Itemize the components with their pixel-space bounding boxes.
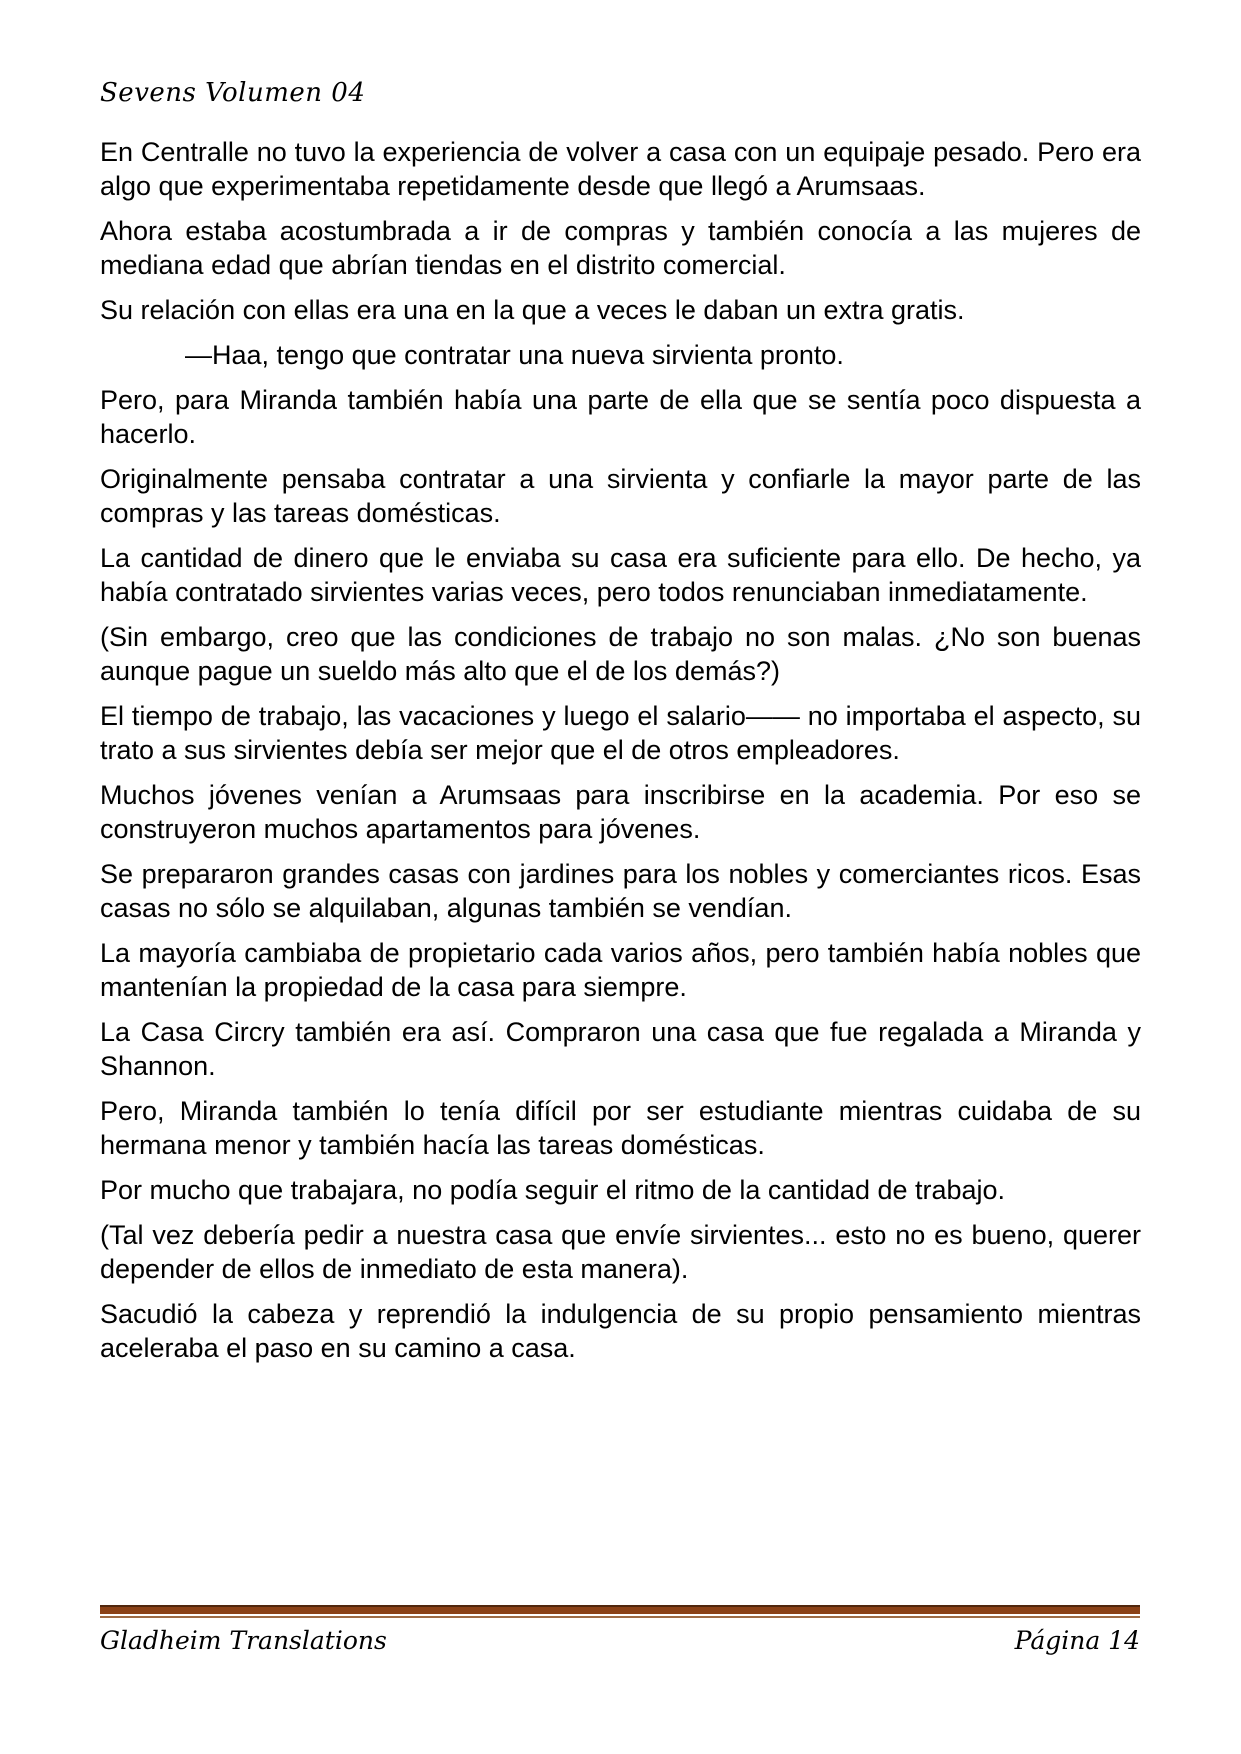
footer-translator: Gladheim Translations (100, 1626, 387, 1655)
paragraph: Sacudió la cabeza y reprendió la indulgencia de su propio pensamiento mientras aceleraba el paso en su camino a casa. (100, 1299, 1141, 1363)
paragraph: Muchos jóvenes venían a Arumsaas para inscribirse en la academia. Por eso se construyeron muchos apartamentos para jóvenes. (100, 780, 1141, 844)
paragraph: (Tal vez debería pedir a nuestra casa que envíe sirvientes... esto no es bueno, querer depender de ellos de inmediato de esta manera). (100, 1220, 1141, 1284)
paragraph: Pero, para Miranda también había una parte de ella que se sentía poco dispuesta a hacerlo. (100, 385, 1141, 449)
page-footer (100, 1605, 1140, 1657)
footer-rule-thick (100, 1605, 1140, 1614)
footer-rule (100, 1605, 1140, 1618)
paragraph: La Casa Circry también era así. Compraron una casa que fue regalada a Miranda y Shannon. (100, 1017, 1141, 1081)
paragraph: (Sin embargo, creo que las condiciones de trabajo no son malas. ¿No son buenas aunque pague un sueldo más alto que el de los demás?) (100, 622, 1141, 686)
paragraph: Se prepararon grandes casas con jardines para los nobles y comerciantes ricos. Esas casas no sólo se alquilaban, algunas también se vendían. (100, 859, 1141, 923)
paragraph: El tiempo de trabajo, las vacaciones y luego el salario—— no importaba el aspecto, su trato a sus sirvientes debía ser mejor que el de otros empleadores. (100, 701, 1141, 765)
header-title: Sevens Volumen 04 (100, 78, 366, 108)
page-header (0, 0, 1241, 109)
page-body (0, 109, 1241, 1365)
paragraph: Originalmente pensaba contratar a una sirvienta y confiarle la mayor parte de las compras y las tareas domésticas. (100, 464, 1141, 528)
paragraph: Ahora estaba acostumbrada a ir de compras y también conocía a las mujeres de mediana edad que abrían tiendas en el distrito comercial. (100, 216, 1141, 280)
footer-page-number: Página 14 (1014, 1626, 1140, 1655)
paragraph-dialogue: —Haa, tengo que contratar una nueva sirvienta pronto. (185, 340, 844, 370)
paragraph: Su relación con ellas era una en la que a veces le daban un extra gratis. (100, 295, 965, 325)
paragraph: La cantidad de dinero que le enviaba su casa era suficiente para ello. De hecho, ya había contratado sirvientes varias veces, pero todos renunciaban inmediatamente. (100, 543, 1141, 607)
paragraph: Pero, Miranda también lo tenía difícil por ser estudiante mientras cuidaba de su hermana menor y también hacía las tareas domésticas. (100, 1096, 1141, 1160)
paragraph: Por mucho que trabajara, no podía seguir el ritmo de la cantidad de trabajo. (100, 1175, 1006, 1205)
paragraph: En Centralle no tuvo la experiencia de volver a casa con un equipaje pesado. Pero era algo que experimentaba repetidamente desde que llegó a Arumsaas. (100, 137, 1141, 201)
footer-rule-thin (100, 1616, 1140, 1618)
paragraph: La mayoría cambiaba de propietario cada varios años, pero también había nobles que mantenían la propiedad de la casa para siempre. (100, 938, 1141, 1002)
footer-text-row (100, 1625, 1140, 1657)
